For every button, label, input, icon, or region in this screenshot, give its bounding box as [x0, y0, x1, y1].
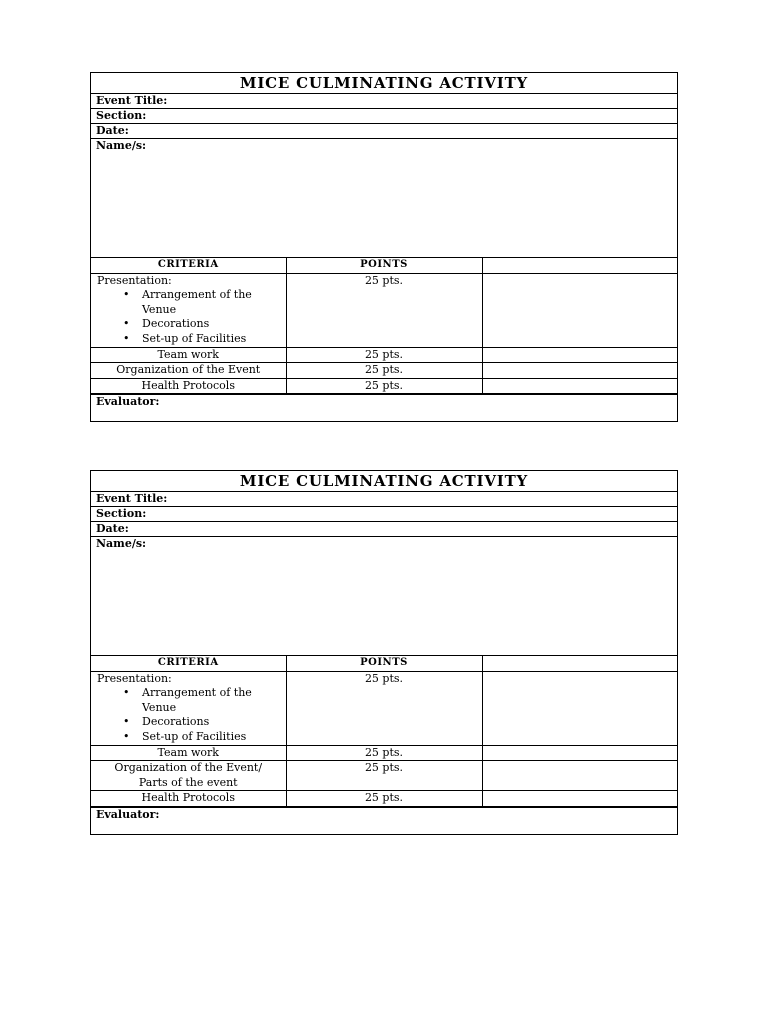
event-title-field: Event Title: [91, 94, 677, 109]
score-cell [482, 273, 677, 347]
criteria-table [91, 656, 677, 807]
teamwork-points: 25 pts. [286, 347, 482, 363]
presentation-cell [91, 671, 286, 745]
presentation-points: 25 pts. [286, 671, 482, 745]
section-field: Section: [91, 109, 677, 124]
table-row [91, 363, 677, 379]
score-header [482, 258, 677, 273]
list-item: • Arrangement of the Venue [117, 686, 286, 715]
health-label: Health Protocols [91, 791, 286, 807]
organization-label: Organization of the Event/ Parts of the event [91, 761, 286, 791]
list-item: • Decorations [117, 317, 286, 332]
health-points: 25 pts. [286, 378, 482, 394]
teamwork-label: Team work [91, 745, 286, 761]
health-label: Health Protocols [91, 378, 286, 394]
date-field: Date: [91, 124, 677, 139]
table-row [91, 761, 677, 791]
presentation-label: Presentation: [97, 671, 172, 685]
table-row [91, 273, 677, 347]
list-item: • Set-up of Facilities [117, 730, 286, 745]
table-row [91, 745, 677, 761]
criteria-header: CRITERIA [91, 258, 286, 273]
presentation-cell [91, 273, 286, 347]
health-points: 25 pts. [286, 791, 482, 807]
presentation-label: Presentation: [97, 273, 172, 287]
organization-points: 25 pts. [286, 363, 482, 379]
criteria-table [91, 258, 677, 394]
evaluator-field: Evaluator: [91, 807, 677, 834]
organization-label: Organization of the Event [91, 363, 286, 379]
points-header: POINTS [286, 656, 482, 671]
section-field: Section: [91, 507, 677, 522]
form-title: MICE CULMINATING ACTIVITY [91, 471, 677, 492]
score-cell [482, 363, 677, 379]
points-header: POINTS [286, 258, 482, 273]
score-cell [482, 745, 677, 761]
score-cell [482, 347, 677, 363]
table-row [91, 378, 677, 394]
score-cell [482, 378, 677, 394]
list-item: • Arrangement of the Venue [117, 288, 286, 317]
table-header-row [91, 258, 677, 273]
list-item: • Set-up of Facilities [117, 332, 286, 347]
score-cell [482, 671, 677, 745]
evaluation-form-2 [90, 470, 678, 835]
teamwork-label: Team work [91, 347, 286, 363]
presentation-points: 25 pts. [286, 273, 482, 347]
criteria-header: CRITERIA [91, 656, 286, 671]
organization-points: 25 pts. [286, 761, 482, 791]
presentation-list [97, 686, 286, 744]
evaluation-form-1 [90, 72, 678, 422]
names-field: Name/s: [91, 537, 677, 656]
form-title: MICE CULMINATING ACTIVITY [91, 73, 677, 94]
table-row [91, 791, 677, 807]
score-cell [482, 761, 677, 791]
names-field: Name/s: [91, 139, 677, 258]
presentation-list [97, 288, 286, 346]
list-item: • Decorations [117, 715, 286, 730]
score-header [482, 656, 677, 671]
table-row [91, 347, 677, 363]
evaluator-field: Evaluator: [91, 394, 677, 421]
table-row [91, 671, 677, 745]
score-cell [482, 791, 677, 807]
date-field: Date: [91, 522, 677, 537]
teamwork-points: 25 pts. [286, 745, 482, 761]
table-header-row [91, 656, 677, 671]
event-title-field: Event Title: [91, 492, 677, 507]
